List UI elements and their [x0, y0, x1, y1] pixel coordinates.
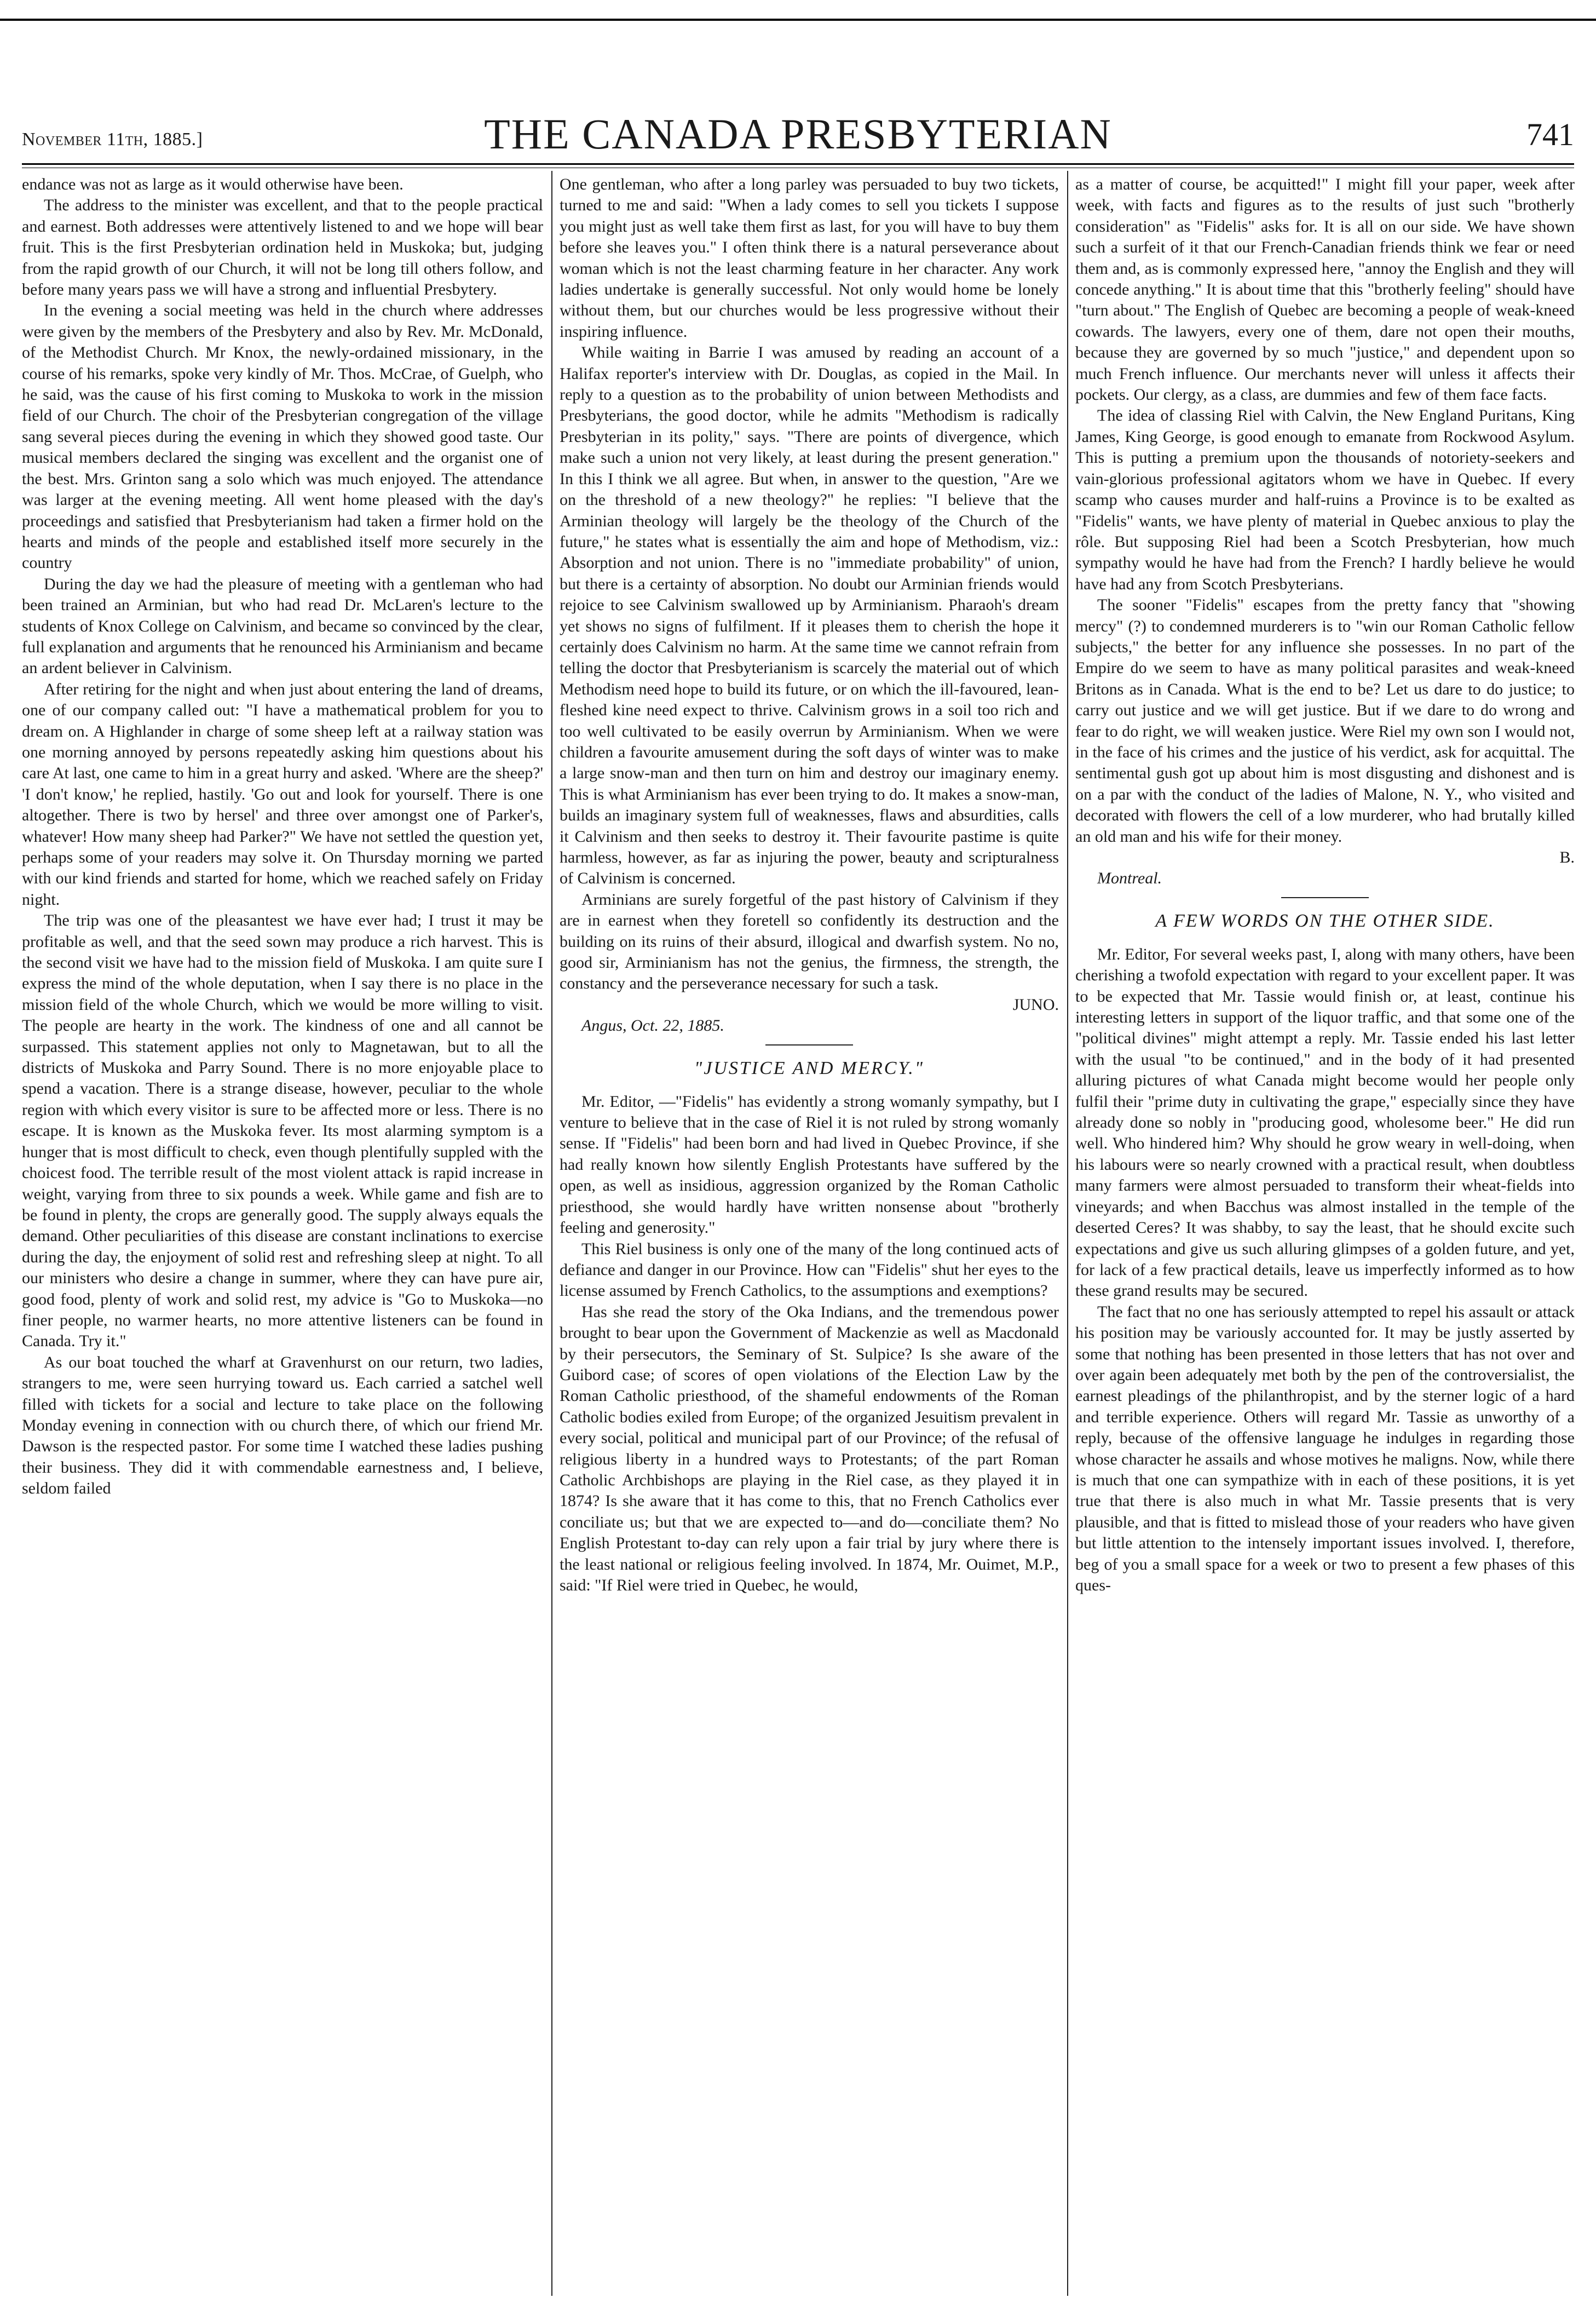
issue-date: November 11th, 1885.] [22, 129, 203, 150]
column-1 [22, 174, 543, 1500]
paragraph: endance was not as large as it would otherwise have been. [22, 175, 404, 193]
masthead [22, 110, 1574, 159]
paragraph: Arminians are surely forgetful of the past history of Calvinism if they are in earnest when they foretell so confidently its destruction and the building on its ruins of their absurd, illogical and dwarfish system. No no, good sir, Arminianism has not the genius, the firmness, the strength, the constancy and the perseverance necessary for such a task. [560, 890, 1059, 993]
article-heading: "JUSTICE AND MERCY." [694, 1058, 925, 1078]
letter-dateline: Angus, Oct. 22, 1885. [581, 1016, 724, 1035]
paragraph: After retiring for the night and when just about entering the land of dreams, one of our company called out: "I have a mathematical problem for you to dream on. A Highlander in charge of some sheep left at a railway station was one morning annoyed by persons repeatedly asking him questions about his care At last, one came to him in a great hurry and asked. 'Where are the sheep?' 'I don't know,' he replied, hastily. 'Go out and look for yourself. There is one altogether. There is two by hersel' and three over amongst one of Parker's, whatever! How many sheep had Parker?" We have not settled the question yet, perhaps some of your readers may solve it. On Thursday morning we parted with our kind friends and started for home, which we reached safely on Friday night. [22, 680, 543, 909]
paragraph: As our boat touched the wharf at Gravenhurst on our return, two ladies, strangers to me, were seen hurrying toward us. Each carried a satchel well filled with tickets for a social and lecture to take place on the following Monday evening in connection with ou church there, of which our friend Mr. Dawson is the respected pastor. For some time I watched these ladies pushing their business. They did it with commendable earnestness and, I believe, seldom failed [22, 1353, 543, 1498]
paragraph: The address to the minister was excellent, and that to the people practical and earnest. Both addresses were attentively listened to and we hope will bear fruit. This is the first Presbyterian ordination held in Muskoka; but, judging from the rapid growth of our Church, it will not be long till others follow, and before many years pass we will have a strong and influential Presbytery. [22, 196, 543, 299]
paragraph: Mr. Editor, For several weeks past, I, along with many others, have been cherishing a twofold expectation with regard to your excellent paper. It was to be expected that Mr. Tassie would finish or, at least, continue his interesting letters in support of the liquor traffic, and that some one of the "political divines" might attempt a reply. Mr. Tassie ended his last letter with the usual "to be continued," and in the body of it had presented alluring pictures of what Canada might become would her people only fulfil their "prime duty in cultivating the grape," especially since they have already done so nobly in "producing good, wholesome beer." He did run well. Who hindered him? Why should he grow weary in well-doing, when his labours were so nearly crowned with a practical result, when doubtless many farmers were almost persuaded to transform their wheat-fields into vineyards; and when Bacchus was almost installed in the temple of the deserted Ceres? It was shabby, to say the least, that he should excite such expectations and give us such alluring glimpses of a golden future, and yet, for lack of a few practical details, leave us imperfectly informed as to how these grand results may be secured. [1075, 945, 1575, 1300]
paragraph: While waiting in Barrie I was amused by reading an account of a Halifax reporter's interview with Dr. Douglas, as copied in the Mail. In reply to a question as to the probability of union between Methodists and Presbyterians, the good doctor, while he admits "Methodism is radically Presbyterian in its polity," says. "There are points of divergence, which make such a union not very likely, at least during the present generation." In this I think we all agree. But when, in answer to the question, "Are we on the threshold of a new theology?" he replies: "I believe that the Arminian theology will largely be the theology of the Church of the future," he states what is essentially the aim and hope of Methodism, viz.: Absorption and not union. There is no "immediate probability" of union, but there is a certainty of absorption. No doubt our Arminian friends would rejoice to see Calvinism swallowed up by Arminianism. Pharaoh's dream yet shows no signs of fulfilment. If it pleases them to cherish the hope it certainly does Calvinism no harm. At the same time we cannot refrain from telling the doctor that Presbyterianism is scarcely the material out of which Methodism need hope to build its future, or on which the ill-favoured, lean-fleshed kine need expect to thrive. Calvinism grows in a soil too rich and too well cultivated to be easily overrun by Arminianism. When we were children a favourite amusement during the soft days of winter was to make a large snow-man and then turn on him and destroy our imaginary enemy. This is what Arminianism has ever been trying to do. It makes a snow-man, builds an imaginary system full of weaknesses, flaws and absurdities, calls it Calvinism and then seeks to destroy it. Their favourite pastime is quite harmless, however, as far as injuring the power, beauty and scripturalness of Calvinism is concerned. [560, 343, 1059, 888]
masthead-rule [22, 163, 1574, 165]
column-3 [1075, 174, 1575, 1596]
newspaper-title: THE CANADA PRESBYTERIAN [484, 110, 1112, 158]
paragraph: Mr. Editor, —"Fidelis" has evidently a strong womanly sympathy, but I venture to believe that in the case of Riel it is not ruled by strong womanly sense. If "Fidelis" had been born and had lived in Quebec Province, if she had really known how silently English Protestants have suffered by the open, as well as insidious, aggression organized by the Roman Catholic priesthood, she would hardly have written nonsense about "brotherly feeling and generosity." [560, 1092, 1059, 1237]
section-rule [1281, 897, 1369, 898]
paragraph: This Riel business is only one of the many of the long continued acts of defiance and danger in our Province. How can "Fidelis" shut her eyes to the license assumed by French Catholics, to the assumptions and exemptions? [560, 1239, 1059, 1300]
letter-signature: JUNO. [1012, 995, 1059, 1014]
paragraph: Has she read the story of the Oka Indians, and the tremendous power brought to bear upon the Government of Mackenzie as well as Macdonald by their persecutors, the Seminary of St. Sulpice? Is she aware of the Guibord case; of scores of open violations of the Election Law by the Roman Catholic priesthood, of the shameful endowments of the Roman Catholic bodies exiled from Europe; of the organized Jesuitism prevalent in every social, political and municipal part of our Province; of the refusal of religious liberty in a hundred ways to Protestants; of the part Roman Catholic Archbishops are playing in the Riel case, as they played it in 1874? Is she aware that it has come to this, that no French Catholics ever conciliate us; but that we are expected to—and do—conciliate them? No English Protestant to-day can rely upon a fair trial by jury where there is the least national or religious feeling involved. In 1874, Mr. Ouimet, M.P., said: "If Riel were tried in Quebec, he would, [560, 1302, 1059, 1594]
paragraph: The trip was one of the pleasantest we have ever had; I trust it may be profitable as well, and that the seed sown may produce a rich harvest. This is the second visit we have had to the mission field of Muskoka. I am quite sure I express the mind of the whole deputation, when I say there is no place in the mission field of the whole Church, which we would be more willing to visit. The people are hearty in the work. The kindness of one and all cannot be surpassed. This statement applies not only to Magnetawan, but to all the districts of Muskoka and Parry Sound. There is no more enjoyable place to spend a vacation. There is a strange disease, however, peculiar to the whole region with which every visitor is sure to be affected more or less. There is no escape. It is known as the Muskoka fever. Its most alarming symptom is a hunger that is most difficult to check, even though plentifully suppled with the choicest food. The terrible result of the most violent attack is rapid increase in weight, varying from three to six pounds a week. While game and fish are to be found in plenty, the crops are generally good. The supply always equals the demand. Other peculiarities of this disease are constant inclinations to exercise during the day, the enjoyment of solid rest and refreshing sleep at night. To all our ministers who desire a change in summer, where they can have pure air, good food, plenty of work and solid rest, my advice is "Go to Muskoka—no finer people, no warmer hearts, no more attentive listeners can be found in Canada. Try it." [22, 911, 543, 1351]
column-2 [560, 174, 1059, 1596]
paragraph: In the evening a social meeting was held in the church where addresses were given by the members of the Presbytery and also by Rev. Mr. McDonald, of the Methodist Church. Mr Knox, the newly-ordained missionary, in the course of his remarks, spoke very kindly of Mr. Thos. McCrae, of Guelph, who he said, was the cause of his first coming to Muskoka to work in the mission field of our Church. The choir of the Presbyterian congregation of the village sang several pieces during the evening in which they showed good taste. Our musical members declared the singing was excellent and the organist one of the best. Mrs. Grinton sang a solo which was much enjoyed. The attendance was larger at the evening meeting. All went home pleased with the day's proceedings and satisfied that Presbyterianism had taken a firmer hold on the hearts and minds of the people and established itself more securely in the country [22, 301, 543, 572]
paragraph: During the day we had the pleasure of meeting with a gentleman who had been trained an Arminian, but who had read Dr. McLaren's lecture to the students of Knox College on Calvinism, and became so convinced by the clear, full explanation and arguments that he renounced his Arminianism and became an ardent believer in Calvinism. [22, 575, 543, 677]
article-heading: A FEW WORDS ON THE OTHER SIDE. [1155, 910, 1495, 931]
paragraph: One gentleman, who after a long parley was persuaded to buy two tickets, turned to me and said: "When a lady comes to sell you tickets I suppose you might just as well take them first as last, for you will have to buy them before she leaves you." I often think there is a natural perseverance about woman which is not the least charming feature in her character. Any work ladies undertake is generally successful. Not only would home be lonely without them, but our churches would be less progressive without their inspiring influence. [560, 175, 1059, 341]
column-divider [1067, 171, 1068, 2296]
paragraph: The sooner "Fidelis" escapes from the pretty fancy that "showing mercy" (?) to condemned murderers is to "win our Roman Catholic fellow subjects," the better for any influence she possesses. In no part of the Empire do we seem to have as many political parasites and weak-kneed Britons as in Canada. What is the end to be? Let us dare to do justice; to carry out justice and we will get justice. But if we dare to do wrong and fear to do right, we will weaken justice. Were Riel my own son I would not, in the face of his crimes and the justice of his verdict, ask for acquittal. The sentimental gush got up about him is most disgusting and dishonest and is on a par with the conduct of the ladies of Malone, N. Y., who visited and decorated with flowers the cell of a low murderer, who had brutally killed an old man and his wife for their money. [1075, 596, 1575, 846]
letter-signature: B. [1559, 848, 1575, 866]
paragraph: The idea of classing Riel with Calvin, the New England Puritans, King James, King George, is good enough to emanate from Rockwood Asylum. This is putting a premium upon the thousands of notoriety-seekers and vain-glorious professional agitators whom we have in Quebec. If every scamp who causes murder and half-ruins a Province is to be exalted as "Fidelis" wants, we have plenty of material in Quebec anxious to play the rôle. But supposing Riel had been a Scotch Presbyterian, how much sympathy would he have had from the French? I hardly believe he would have had any from Scotch Presbyterians. [1075, 406, 1575, 593]
page-number: 741 [1526, 117, 1574, 152]
section-rule [765, 1044, 853, 1046]
paragraph: as a matter of course, be acquitted!" I might fill your paper, week after week, with facts and figures as to the results of just such "brotherly consideration" as "Fidelis" asks for. It is all on our side. We have shown such a surfeit of it that our French-Canadian friends think we fear or need them and, as is commonly expressed here, "annoy the English and they will concede anything." It is about time that this "brotherly feeling" should have "turn about." The English of Quebec are becoming a people of weak-kneed cowards. The lawyers, every one of them, dare not open their mouths, because they are governed by so much "justice," and dependent upon so much French influence. Our merchants never will unless it affects their pockets. Our clergy, as a class, are dummies and few of them face facts. [1075, 175, 1575, 404]
letter-dateline: Montreal. [1097, 869, 1162, 888]
column-divider [551, 171, 552, 2296]
paragraph: The fact that no one has seriously attempted to repel his assault or attack his position may be variously accounted for. It may be justly asserted by some that nothing has been presented in those letters that has not over and over again been adequately met both by the pen of the controversialist, the earnest pleadings of the philanthropist, and by the sterner logic of a hard and terrible experience. Others will regard Mr. Tassie as unworthy of a reply, because of the offensive language he indulges in regarding those whose character he assails and whose motives he maligns. Now, while there is much that one can sympathize with in each of these positions, it is yet true that there is also much in what Mr. Tassie presents that is very plausible, and that is fitted to mislead those of your readers who have given but little attention to the intensely important issues involved. I, therefore, beg of you a small space for a week or two to present a few phases of this ques- [1075, 1302, 1575, 1594]
top-border-rule [0, 19, 1596, 21]
